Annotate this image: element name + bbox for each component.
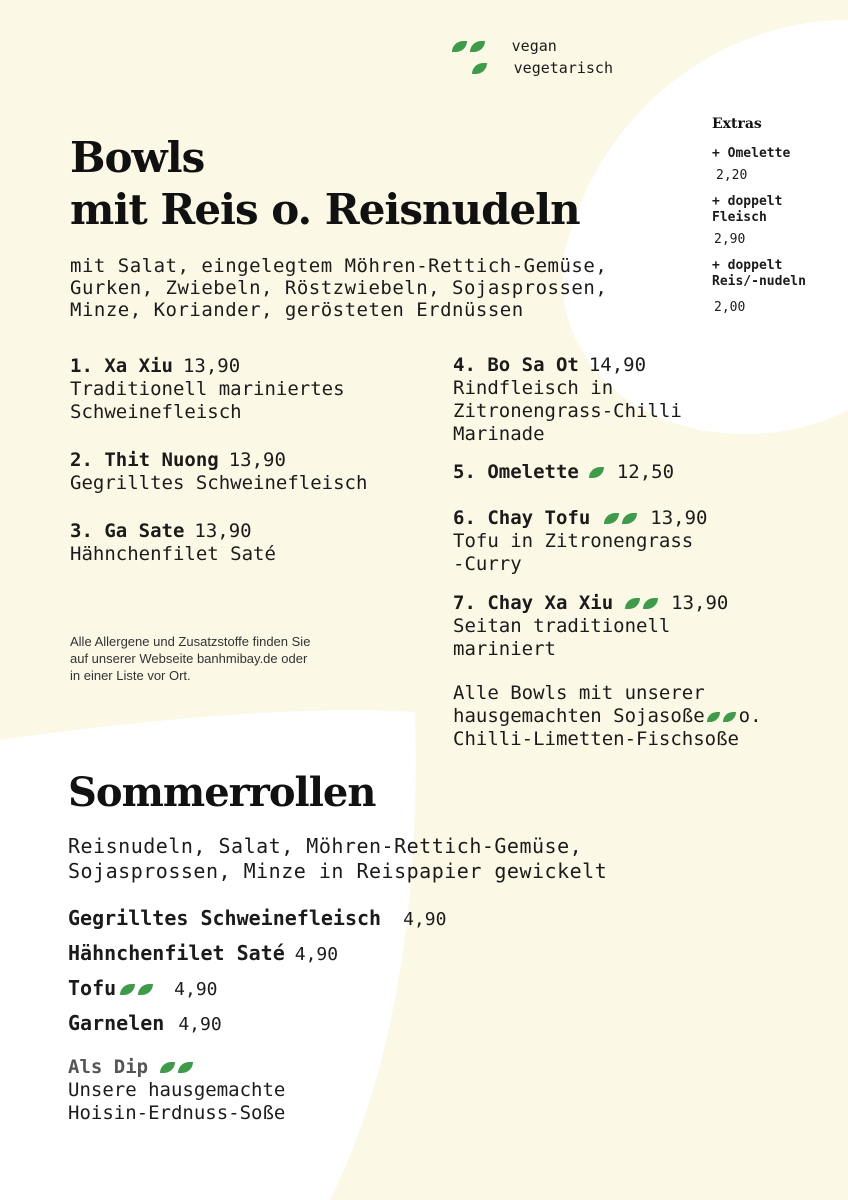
bowl-price: 13,90: [182, 355, 241, 377]
bowl-name: 2. Thit Nuong: [70, 449, 219, 471]
roll-price: 4,90: [174, 979, 218, 1000]
bowl-desc: Seitan traditionell: [453, 615, 671, 637]
roll-name: Hähnchenfilet Saté: [68, 941, 285, 965]
roll-item: [68, 1011, 446, 1046]
rolls-description: [68, 834, 607, 884]
bowl-item-6: [453, 507, 707, 576]
bowls-title-line2: mit Reis o. Reisnudeln: [70, 185, 580, 234]
bowl-item-1: [70, 355, 345, 424]
bowl-desc: -Curry: [453, 553, 522, 575]
legend-vegetarian-label: vegetarisch: [513, 59, 613, 77]
extras-item-name: Reis/-nudeln: [712, 274, 806, 289]
extras-item-name: + Omelette: [712, 146, 791, 161]
extras-box: [712, 116, 806, 316]
bowl-item-3: [70, 520, 276, 566]
bowls-sauce-note: [453, 682, 762, 751]
roll-item: [68, 906, 446, 941]
roll-item: [68, 941, 446, 976]
legend-vegan-label: vegan: [511, 37, 557, 55]
extras-item-price: 2,00: [714, 300, 746, 315]
bowl-desc: mariniert: [453, 638, 556, 660]
extras-title: Extras: [712, 116, 762, 132]
dip-desc: Unsere hausgemachte: [68, 1079, 286, 1101]
roll-name: Garnelen: [68, 1011, 165, 1035]
bowl-desc: Hähnchenfilet Saté: [70, 543, 276, 565]
allergen-line: in einer Liste vor Ort.: [70, 668, 191, 683]
vegan-leaves-icon: [625, 592, 661, 614]
vegan-leaves-icon: [160, 1056, 196, 1078]
extras-item-price: 2,90: [714, 232, 746, 247]
bowl-name: 4. Bo Sa Ot: [453, 354, 579, 376]
bowl-item-2: [70, 449, 367, 495]
sauce-note-line: Chilli-Limetten-Fischsoße: [453, 728, 739, 750]
bowl-desc: Gegrilltes Schweinefleisch: [70, 472, 368, 494]
extras-item-name: + doppelt: [712, 194, 783, 209]
vegan-leaves-icon: [707, 705, 739, 727]
bowls-title-line1: Bowls: [70, 133, 205, 182]
bowl-price: 13,90: [650, 507, 708, 529]
bowl-desc: Traditionell mariniertes: [70, 378, 345, 400]
allergen-line: Alle Allergene und Zusatzstoffe finden Sie: [70, 634, 311, 649]
roll-name: Gegrilltes Schweinefleisch: [68, 906, 382, 930]
bowl-name: 1. Xa Xiu: [70, 355, 173, 377]
bowl-price: 14,90: [588, 354, 647, 376]
bowl-price: 12,50: [616, 461, 675, 483]
bowl-name: 5. Omelette: [453, 461, 579, 483]
allergen-note: [70, 633, 310, 684]
dip-desc: Hoisin-Erdnuss-Soße: [68, 1102, 286, 1124]
sauce-note-line: hausgemachten Sojasoße: [453, 705, 705, 727]
roll-item: [68, 976, 446, 1011]
vegan-leaves-icon: [604, 507, 640, 529]
extras-item-name: + doppelt: [712, 258, 783, 273]
roll-price: 4,90: [294, 944, 339, 965]
vegetarian-leaf-icon: [472, 58, 490, 77]
rolls-desc-line: Reisnudeln, Salat, Möhren-Rettich-Gemüse,: [68, 834, 583, 858]
extras-item-price: 2,20: [716, 168, 748, 183]
bowls-desc-line: mit Salat, eingelegtem Möhren-Rettich-Gemüse,: [70, 255, 608, 277]
bowl-desc: Zitronengrass-Chilli: [453, 400, 682, 422]
dip-title: Als Dip: [68, 1056, 149, 1078]
roll-price: 4,90: [403, 909, 447, 930]
vegetarian-leaf-icon: [589, 461, 607, 483]
dip-section: [68, 1056, 285, 1125]
bowl-desc: Tofu in Zitronengrass: [453, 530, 694, 552]
bowls-desc-line: Gurken, Zwiebeln, Röstzwiebeln, Sojasprossen,: [70, 277, 608, 299]
bowl-desc: Rindfleisch in: [453, 377, 614, 399]
bowl-item-7: [453, 592, 728, 661]
sauce-note-line: Alle Bowls mit unserer: [453, 682, 705, 704]
bowls-desc-line: Minze, Koriander, gerösteten Erdnüssen: [70, 299, 524, 321]
rolls-list: [68, 906, 446, 1046]
bowl-item-4: [453, 354, 682, 446]
vegan-leaves-icon: [120, 976, 156, 1000]
rolls-desc-line: Sojasprossen, Minze in Reispapier gewickelt: [68, 859, 608, 883]
bowl-item-5: [453, 461, 674, 484]
bowl-price: 13,90: [228, 449, 286, 471]
sauce-note-line: o.: [738, 705, 762, 727]
extras-item-name: Fleisch: [712, 210, 767, 225]
roll-price: 4,90: [178, 1014, 222, 1035]
bowls-description: [70, 255, 607, 321]
vegan-leaves-icon: [452, 36, 488, 55]
rolls-title: Sommerrollen: [68, 769, 376, 816]
bowls-title: [70, 132, 580, 236]
bowl-price: 13,90: [194, 520, 252, 542]
bowl-price: 13,90: [671, 592, 729, 614]
allergen-line: auf unserer Webseite banhmibay.de oder: [70, 651, 308, 666]
legend: [452, 36, 613, 80]
roll-name: Tofu: [68, 976, 117, 1000]
bowl-name: 6. Chay Tofu: [453, 507, 591, 529]
bowl-desc: Marinade: [453, 423, 545, 445]
bowl-desc: Schweinefleisch: [70, 401, 242, 423]
bowl-name: 7. Chay Xa Xiu: [453, 592, 614, 614]
bowl-name: 3. Ga Sate: [70, 520, 185, 542]
